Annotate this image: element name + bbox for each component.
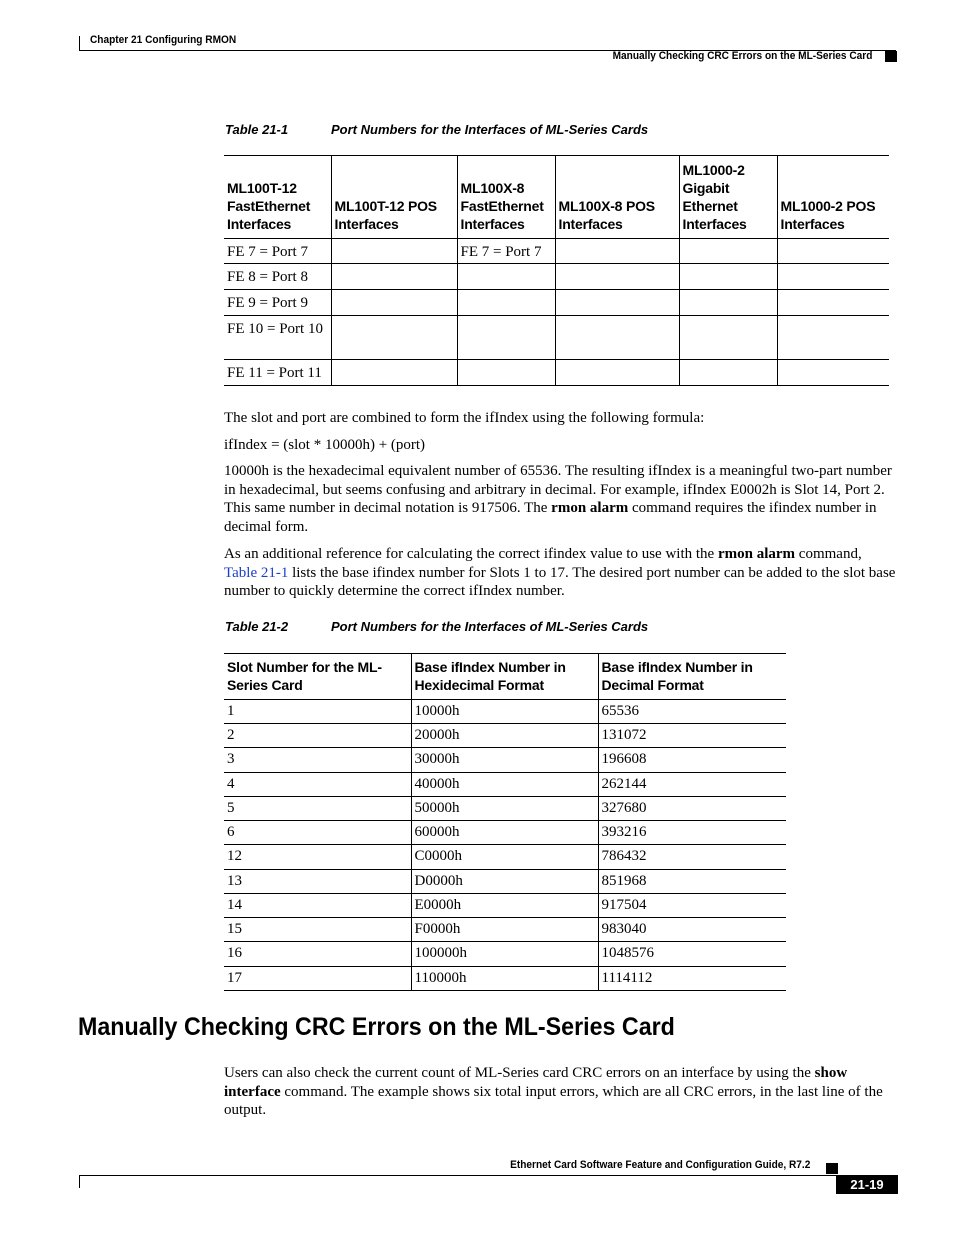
table1-cell: FE 8 = Port 8 [224, 264, 331, 290]
footer-guide-title: Ethernet Card Software Feature and Configuration Guide, R7.2 [509, 1159, 810, 1171]
text-run: command, [795, 546, 862, 562]
table2-cell: D0000h [411, 870, 598, 894]
table2-cell: 60000h [411, 821, 598, 845]
table2-cell: 131072 [598, 724, 786, 748]
table-row [224, 264, 889, 290]
header-rule-vertical [79, 36, 80, 50]
table-crossref-link[interactable]: Table 21-1 [224, 564, 289, 581]
hex-explanation-paragraph [224, 462, 896, 536]
table2-cell: 14 [224, 894, 411, 918]
header-marker [885, 51, 897, 62]
table1-cell [555, 316, 679, 360]
table2-cell: 6 [224, 821, 411, 845]
footer-rule [79, 1175, 836, 1176]
text-run: Users can also check the current count of ML-Series card CRC errors on an interface by using the [224, 1065, 815, 1081]
table1-cell [331, 360, 457, 386]
table2-cell: 20000h [411, 724, 598, 748]
table2-cell: 12 [224, 845, 411, 870]
table2-cell: F0000h [411, 918, 598, 942]
table-row [224, 918, 786, 942]
table2-cell: 13 [224, 870, 411, 894]
table-row [224, 724, 786, 748]
table-row [224, 797, 786, 821]
formula-intro-paragraph: The slot and port are combined to form the ifIndex using the following formula: [224, 410, 705, 426]
table1-header-cell: ML100T-12 POS Interfaces [331, 156, 457, 239]
table2-cell: 3 [224, 748, 411, 773]
table2-cell: 1114112 [598, 967, 786, 991]
table1-caption-title: Port Numbers for the Interfaces of ML-Series Cards [331, 122, 649, 137]
table2-cell: 196608 [598, 748, 786, 773]
table2-cell: 110000h [411, 967, 598, 991]
table2-cell: 4 [224, 773, 411, 797]
table-row [224, 773, 786, 797]
command-name: rmon alarm [551, 500, 629, 517]
table1-cell [679, 239, 777, 264]
table-row [224, 894, 786, 918]
table1-cell [777, 290, 889, 316]
table1-cell [457, 360, 555, 386]
ifindex-table [224, 653, 786, 991]
table2-cell: 10000h [411, 700, 598, 724]
table2-header-cell: Base ifIndex Number in Decimal Format [598, 654, 786, 700]
table2-cell: 851968 [598, 870, 786, 894]
table2-caption-number: Table 21-2 [225, 619, 289, 634]
table1-cell [555, 290, 679, 316]
table2-cell: 917504 [598, 894, 786, 918]
section-paragraph [224, 1064, 896, 1120]
table1-caption-number: Table 21-1 [225, 122, 289, 137]
table2-cell: 15 [224, 918, 411, 942]
table1-cell [331, 239, 457, 264]
table1-cell [457, 264, 555, 290]
text-run: As an additional reference for calculating the correct ifindex value to use with the [224, 546, 718, 562]
table2-cell: 1 [224, 700, 411, 724]
table2-caption [225, 619, 648, 634]
chapter-title: Chapter 21 Configuring RMON [90, 34, 237, 46]
reference-paragraph [224, 545, 896, 601]
table-row [224, 821, 786, 845]
table1-cell [331, 290, 457, 316]
table2-cell: C0000h [411, 845, 598, 870]
table1-cell [331, 316, 457, 360]
table-row [224, 748, 786, 773]
table2-header-cell: Slot Number for the ML-Series Card [224, 654, 411, 700]
table-row [224, 700, 786, 724]
table2-cell: 50000h [411, 797, 598, 821]
table1-cell [679, 316, 777, 360]
table1-cell: FE 10 = Port 10 [224, 316, 331, 360]
table1-header-cell: ML1000-2 Gigabit Ethernet Interfaces [679, 156, 777, 239]
table1-cell [457, 290, 555, 316]
table1-cell [777, 239, 889, 264]
table1-cell [457, 316, 555, 360]
table-row [224, 316, 889, 360]
table1-header-cell: ML100T-12 FastEthernet Interfaces [224, 156, 331, 239]
command-name: rmon alarm [717, 546, 796, 562]
table1-cell [777, 360, 889, 386]
table-row [224, 967, 786, 991]
text-run: 10000h is the hexadecimal equivalent number of 65536. The resulting ifIndex is a meaningful two-part number in hexadecimal, but seems confusing and arbitrary in decimal. For example, ifIndex E0002h is Slot 14, Port 2. This same number in decimal notation is 917506. The [224, 463, 892, 517]
table2-header-cell: Base ifIndex Number in Hexidecimal Format [411, 654, 598, 700]
table2-cell: E0000h [411, 894, 598, 918]
table2-cell: 262144 [598, 773, 786, 797]
table-row [224, 870, 786, 894]
table1-caption [225, 122, 648, 137]
table2-cell: 30000h [411, 748, 598, 773]
formula-line: ifIndex = (slot * 10000h) + (port) [224, 437, 426, 453]
table1-cell: FE 7 = Port 7 [224, 239, 331, 264]
table2-cell: 786432 [598, 845, 786, 870]
table-row [224, 290, 889, 316]
section-heading: Manually Checking CRC Errors on the ML-Series Card [78, 1013, 675, 1041]
table2-cell: 327680 [598, 797, 786, 821]
table2-cell: 2 [224, 724, 411, 748]
text-run: command. The example shows six total input errors, which are all CRC errors, in the last line of the output. [224, 1083, 883, 1119]
running-section-title: Manually Checking CRC Errors on the ML-Series Card [612, 50, 872, 62]
table1-cell [555, 360, 679, 386]
table1-cell [679, 290, 777, 316]
page-number: 21-19 [836, 1175, 898, 1194]
table-row [224, 360, 889, 386]
table-row [224, 942, 786, 967]
text-run: command requires the ifindex number in decimal form. [224, 500, 877, 535]
table2-cell: 16 [224, 942, 411, 967]
table1-cell [679, 360, 777, 386]
table1-cell [777, 264, 889, 290]
table1-cell [555, 239, 679, 264]
table1-cell: FE 11 = Port 11 [224, 360, 331, 386]
table1-cell [555, 264, 679, 290]
text-run: lists the base ifindex number for Slots 1 to 17. The desired port number can be added to the slot base number to quickly determine the correct ifIndex number. [224, 564, 896, 600]
table-row [224, 845, 786, 870]
table1-cell: FE 9 = Port 9 [224, 290, 331, 316]
table1-cell [679, 264, 777, 290]
table1-header-row [224, 156, 889, 239]
table2-cell: 5 [224, 797, 411, 821]
command-name: show interface [224, 1065, 848, 1100]
table2-cell: 65536 [598, 700, 786, 724]
footer-rule-vertical [79, 1175, 80, 1188]
table1-header-cell: ML100X-8 FastEthernet Interfaces [457, 156, 555, 239]
footer-marker [826, 1163, 838, 1174]
table2-cell: 40000h [411, 773, 598, 797]
port-numbers-table [224, 155, 889, 386]
table2-cell: 393216 [598, 821, 786, 845]
table1-header-cell: ML100X-8 POS Interfaces [555, 156, 679, 239]
table-row [224, 239, 889, 264]
table1-cell [777, 316, 889, 360]
table1-header-cell: ML1000-2 POS Interfaces [777, 156, 889, 239]
table2-header-row [224, 654, 786, 700]
table2-cell: 100000h [411, 942, 598, 967]
table1-cell [331, 264, 457, 290]
table2-cell: 983040 [598, 918, 786, 942]
table2-caption-title: Port Numbers for the Interfaces of ML-Series Cards [331, 619, 649, 634]
table1-cell: FE 7 = Port 7 [457, 239, 555, 264]
table2-cell: 1048576 [598, 942, 786, 967]
table2-cell: 17 [224, 967, 411, 991]
